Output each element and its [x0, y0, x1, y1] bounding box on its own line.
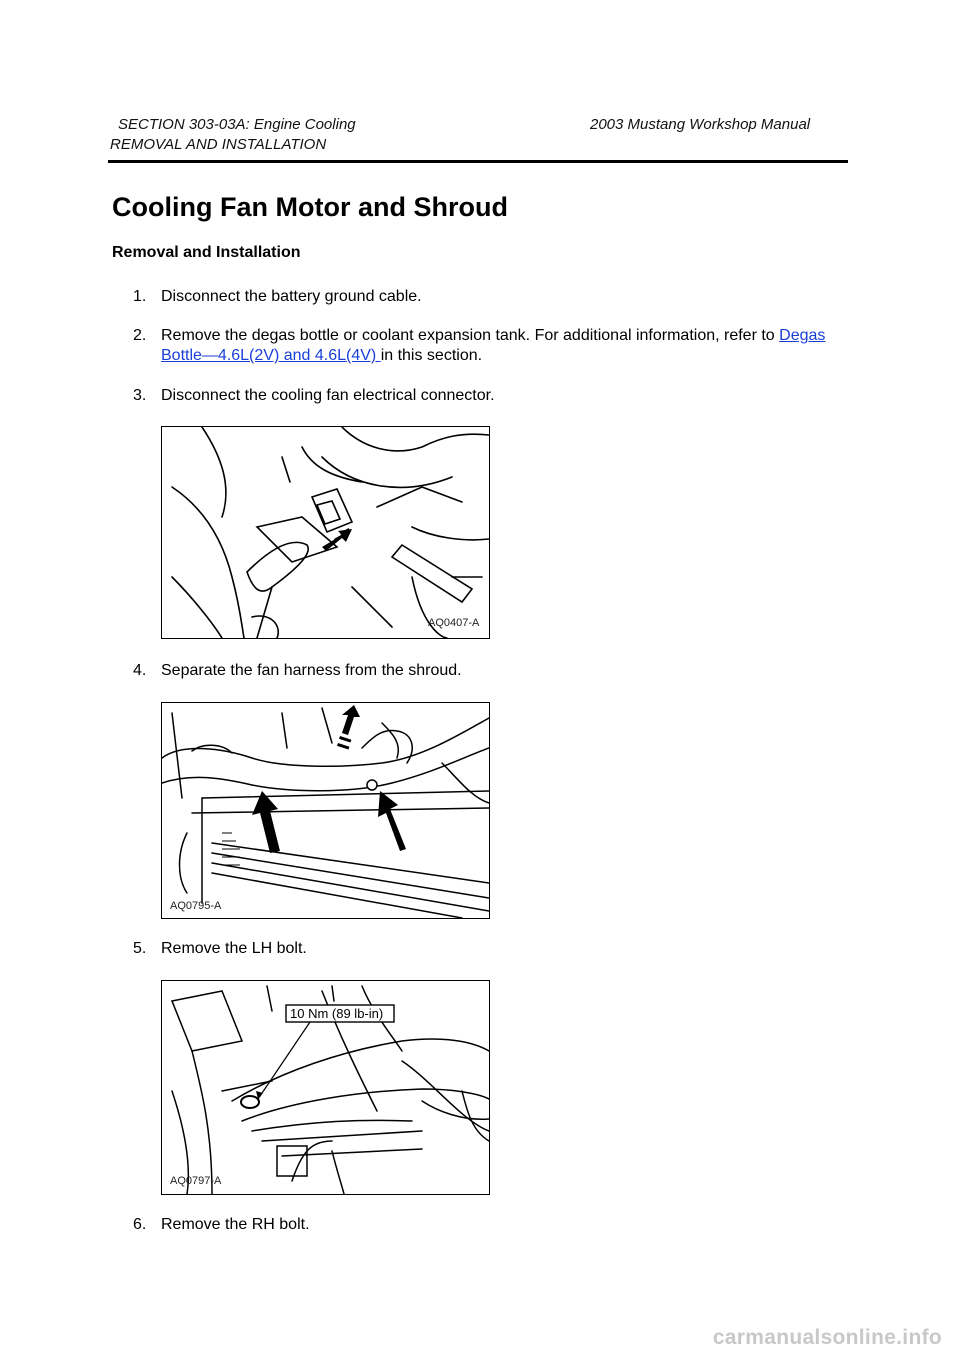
step-text: Separate the fan harness from the shroud.	[161, 662, 462, 679]
figure-2-drawing	[162, 703, 489, 918]
figure-2-id: AQ0795-A	[170, 900, 222, 912]
step-text-before: Remove the degas bottle or coolant expansion tank. For additional information, refer to	[161, 327, 780, 344]
figure-3-drawing	[162, 981, 489, 1194]
figure-3-id: AQ0797-A	[170, 1175, 222, 1187]
header-category: REMOVAL AND INSTALLATION	[110, 136, 327, 153]
step-text: Remove the LH bolt.	[161, 940, 307, 957]
site-watermark: carmanualsonline.info	[712, 1326, 942, 1349]
step-number: 5.	[133, 940, 147, 957]
header-section: SECTION 303-03A: Engine Cooling	[118, 116, 356, 133]
figure-lh-bolt-illustration	[161, 980, 490, 1195]
torque-callout: 10 Nm (89 lb-in)	[290, 1006, 384, 1021]
page-subtitle: Removal and Installation	[112, 244, 301, 261]
step-text: Disconnect the cooling fan electrical connector.	[161, 387, 495, 404]
step-number: 2.	[133, 327, 147, 344]
figure-1-drawing	[162, 427, 489, 638]
page-title: Cooling Fan Motor and Shroud	[112, 192, 508, 222]
step-number: 3.	[133, 387, 147, 404]
header-manual-title: 2003 Mustang Workshop Manual	[590, 116, 811, 133]
step-number: 1.	[133, 288, 147, 305]
step-text: Disconnect the battery ground cable.	[161, 288, 422, 305]
step-text: Remove the RH bolt.	[161, 1216, 310, 1233]
step-number: 6.	[133, 1216, 147, 1233]
figure-harness-illustration	[161, 702, 490, 919]
figure-connector-illustration	[161, 426, 490, 639]
step-number: 4.	[133, 662, 147, 679]
step-text	[161, 326, 841, 366]
degas-bottle-link[interactable]: Degas Bottle—4.6L(2V) and 4.6L(4V)	[161, 327, 826, 364]
step-text-after: in this section.	[380, 347, 483, 364]
figure-1-id: AQ0407-A	[428, 617, 480, 629]
header-rule	[108, 160, 848, 163]
